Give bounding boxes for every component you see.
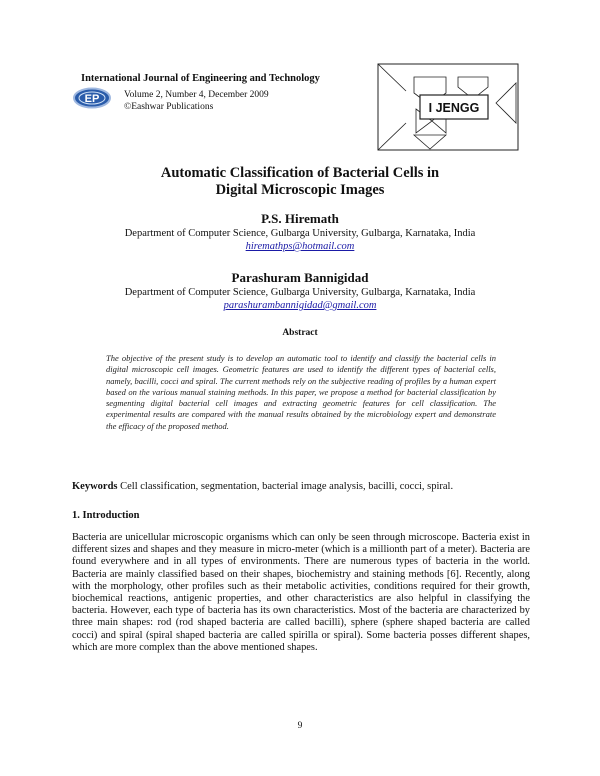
- title-line-2: Digital Microscopic Images: [215, 182, 385, 198]
- author-block-1: [0, 211, 600, 253]
- ijengg-logo: [376, 63, 524, 153]
- author-name: P.S. Hiremath: [261, 211, 339, 226]
- journal-name: International Journal of Engineering and Technology: [81, 73, 320, 84]
- author-block-2: [0, 270, 600, 312]
- keywords-label: Keywords: [72, 481, 118, 492]
- ijengg-logo-text: I JENGG: [428, 101, 480, 115]
- page-number: 9: [297, 721, 303, 731]
- paper-title: [0, 165, 600, 199]
- abstract-heading: Abstract: [282, 328, 318, 338]
- author-affiliation: Department of Computer Science, Gulbarga University, Gulbarga, Karnataka, India: [124, 287, 476, 298]
- introduction-text: Bacteria are unicellular microscopic organisms which can only be seen through microscope. Bacteria exist in different sizes and shapes and they measure in micro-meter (which is a millionth part of a meter). Bacteria are found everywhere and in all types of environments. There are numerous types of bacteria in the world. Bacteria are mainly classified based on their shapes, biochemistry and staining methods [6]. Recently, along with the morphology, other profiles such as their metabolic activities, conditions required for their growth, biochemical reactions, antigenic properties, and other characteristics are also helpful in classifying the bacteria. However, each type of bacteria has its own characteristics. Most of the bacteria are characterized by three main shapes: rod (rod shaped bacteria are called bacilli), sphere (sphere shaped bacteria are called cocci) and spiral (spiral shaped bacteria are called spirilla or spiral). Some bacteria posses different shapes, which are more complex than the above mentioned shapes.: [72, 532, 530, 653]
- keywords-text: Cell classification, segmentation, bacterial image analysis, bacilli, cocci, spiral.: [120, 481, 454, 492]
- title-line-1: Automatic Classification of Bacterial Cells in: [160, 165, 440, 181]
- keywords: [72, 481, 532, 492]
- publisher-line: ©Eashwar Publications: [124, 102, 214, 112]
- ep-logo: [72, 87, 112, 109]
- ep-logo-text: EP: [84, 93, 100, 105]
- section-heading-introduction: 1. Introduction: [72, 510, 140, 521]
- volume-line: Volume 2, Number 4, December 2009: [124, 90, 269, 100]
- journal-meta: [124, 89, 269, 113]
- author-name: Parashuram Bannigidad: [231, 270, 369, 285]
- author-affiliation: Department of Computer Science, Gulbarga University, Gulbarga, Karnataka, India: [124, 228, 476, 239]
- author-email-link[interactable]: hiremathps@hotmail.com: [245, 241, 355, 252]
- author-email-link[interactable]: parashurambannigidad@gmail.com: [223, 300, 377, 311]
- abstract-text: The objective of the present study is to develop an automatic tool to identify and classify the bacterial cells in digital microscopic cell images. Geometric features are used to identify the different types of bacterial cells, namely, bacilli, cocci and spiral. The current methods rely on the subjective reading of profiles by a human expert based on the various manual staining methods. In this paper, we propose a method for bacterial classification by segmenting digital bacterial cell images and extracting geometric features for cell classification. The experimental results are compared with the manual results obtained by the microbiology expert and demonstrate the efficacy of the proposed method.: [106, 353, 496, 431]
